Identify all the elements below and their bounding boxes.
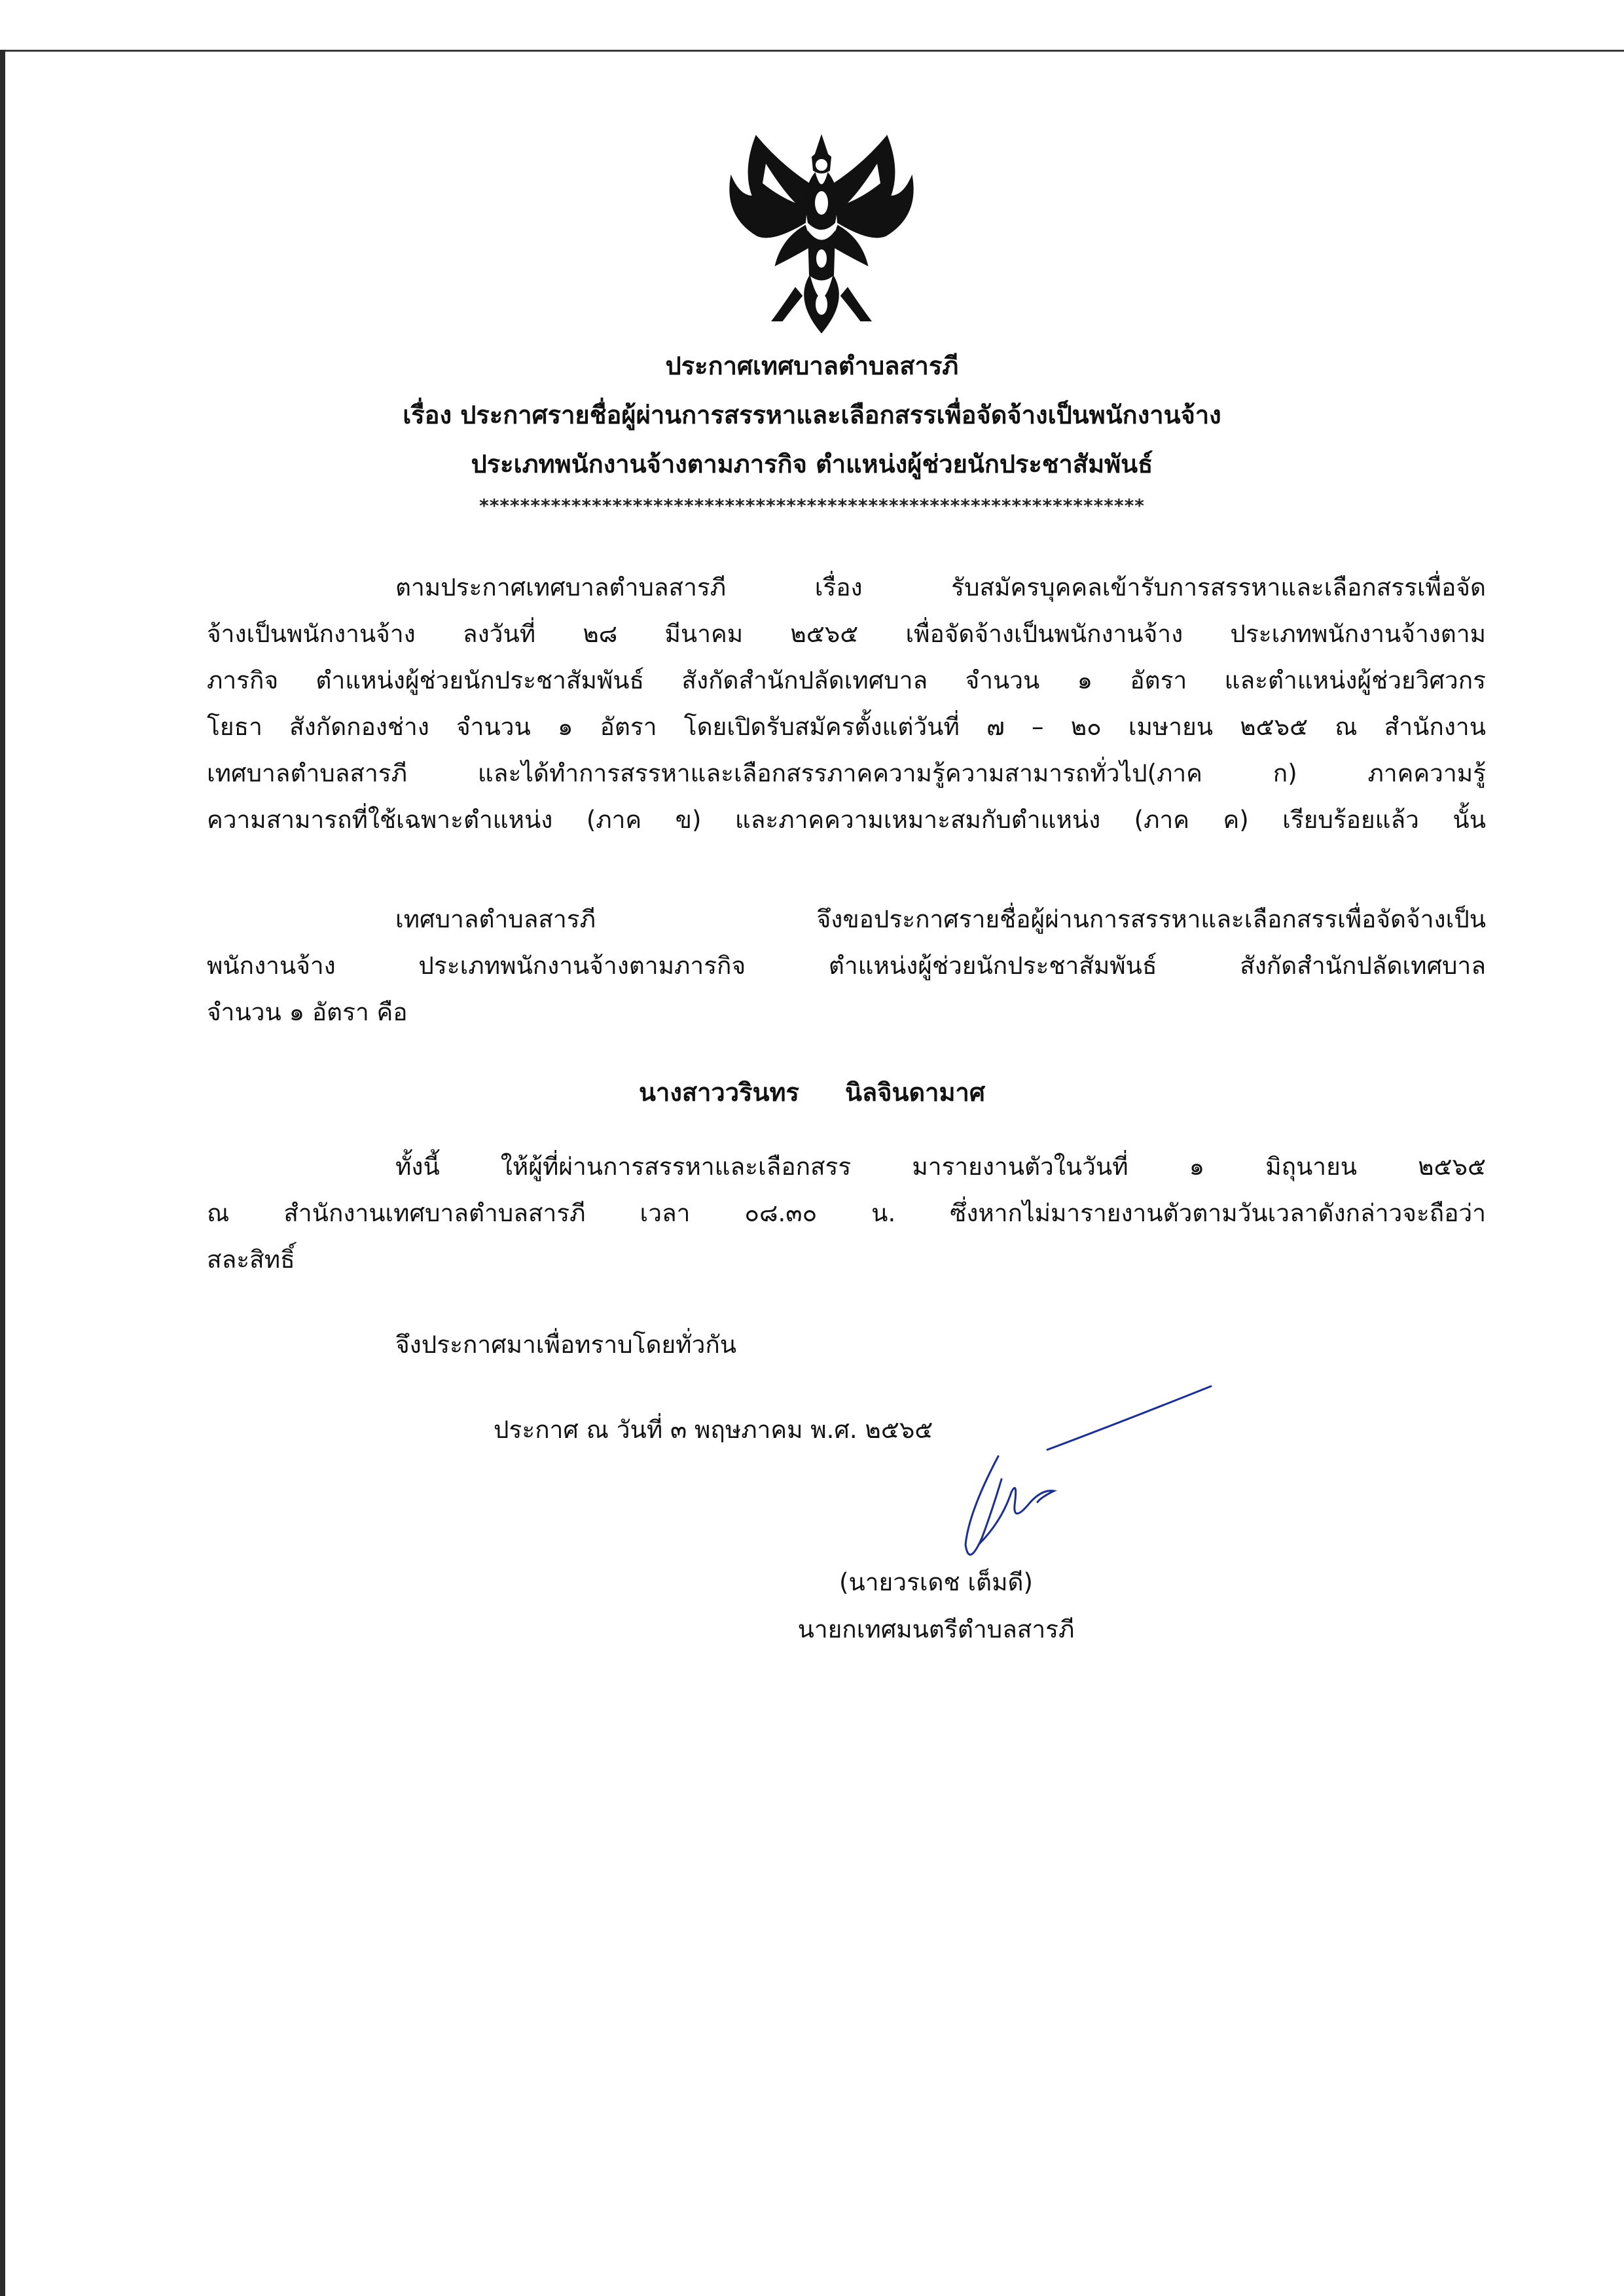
paragraph-2-line: เทศบาลตำบลสารภี จึงขอประกาศรายชื่อผู้ผ่านการสรรหาและเลือกสรรเพื่อจัดจ้างเป็น	[395, 905, 1486, 933]
signer-name: (นายวรเดช เต็มดี)	[839, 1568, 1033, 1596]
paragraph-1-line: ความสามารถที่ใช้เฉพาะตำแหน่ง (ภาค ข) และภาคความเหมาะสมกับตำแหน่ง (ภาค ค) เรียบร้อยแล้ว นั้น	[207, 806, 1486, 834]
scan-margin	[0, 0, 1624, 51]
scan-edge-line	[0, 50, 1624, 52]
paragraph-3-line: ณ สำนักงานเทศบาลตำบลสารภี เวลา ๐๘.๓๐ น. ซึ่งหากไม่มารายงานตัวตามวันเวลาดังกล่าวจะถือว่า	[207, 1199, 1486, 1227]
paragraph-1-line: ตามประกาศเทศบาลตำบลสารภี เรื่อง รับสมัครบุคคลเข้ารับการสรรหาและเลือกสรรเพื่อจัด	[395, 573, 1486, 601]
paragraph-1-line: จ้างเป็นพนักงานจ้าง ลงวันที่ ๒๘ มีนาคม ๒๕๖๕ เพื่อจัดจ้างเป็นพนักงานจ้าง ประเภทพนักงานจ้างตาม	[207, 620, 1486, 648]
announcement-title: ประกาศเทศบาลตำบลสารภี	[665, 351, 959, 380]
paragraph-1-line: เทศบาลตำบลสารภี และได้ทำการสรรหาและเลือกสรรภาคความรู้ความสามารถทั่วไป(ภาค ก) ภาคความรู้	[207, 759, 1486, 787]
candidate-first-name: นางสาววรินทร	[639, 1078, 799, 1107]
paragraph-3-line: ทั้งนี้ ให้ผู้ที่ผ่านการสรรหาและเลือกสรร มารายงานตัวในวันที่ ๑ มิถุนายน ๒๕๖๕	[395, 1153, 1486, 1181]
signature-icon	[929, 1381, 1218, 1571]
announcement-date: ประกาศ ณ วันที่ ๓ พฤษภาคม พ.ศ. ๒๕๖๕	[494, 1416, 933, 1444]
scan-left-edge	[0, 50, 5, 2296]
paragraph-1-line: ภารกิจ ตำแหน่งผู้ช่วยนักประชาสัมพันธ์ สังกัดสำนักปลัดเทศบาล จำนวน ๑ อัตรา และตำแหน่งผู้ช่วยวิศวกร	[207, 666, 1486, 694]
paragraph-2-line: จำนวน ๑ อัตรา คือ	[207, 998, 408, 1026]
signer-title: นายกเทศมนตรีตำบลสารภี	[797, 1615, 1075, 1643]
paragraph-3-line: สละสิทธิ์	[207, 1246, 295, 1274]
paragraph-1-line: โยธา สังกัดกองช่าง จำนวน ๑ อัตรา โดยเปิดรับสมัครตั้งแต่วันที่ ๗ – ๒๐ เมษายน ๒๕๖๕ ณ สำนักงาน	[207, 713, 1486, 741]
candidate-name	[0, 1072, 1624, 1112]
subject-line-2: ประเภทพนักงานจ้างตามภารกิจ ตำแหน่งผู้ช่วยนักประชาสัมพันธ์	[471, 450, 1153, 478]
closing-statement: จึงประกาศมาเพื่อทราบโดยทั่วกัน	[395, 1331, 737, 1359]
candidate-last-name: นิลจินดามาศ	[844, 1078, 985, 1107]
title-separator: *****************************************************************	[479, 495, 1145, 516]
garuda-emblem-icon	[717, 124, 926, 347]
paragraph-2-line: พนักงานจ้าง ประเภทพนักงานจ้างตามภารกิจ ตำแหน่งผู้ช่วยนักประชาสัมพันธ์ สังกัดสำนักปลัดเทศบาล	[207, 952, 1486, 980]
subject-line: เรื่อง ประกาศรายชื่อผู้ผ่านการสรรหาและเลือกสรรเพื่อจัดจ้างเป็นพนักงานจ้าง	[403, 401, 1221, 429]
